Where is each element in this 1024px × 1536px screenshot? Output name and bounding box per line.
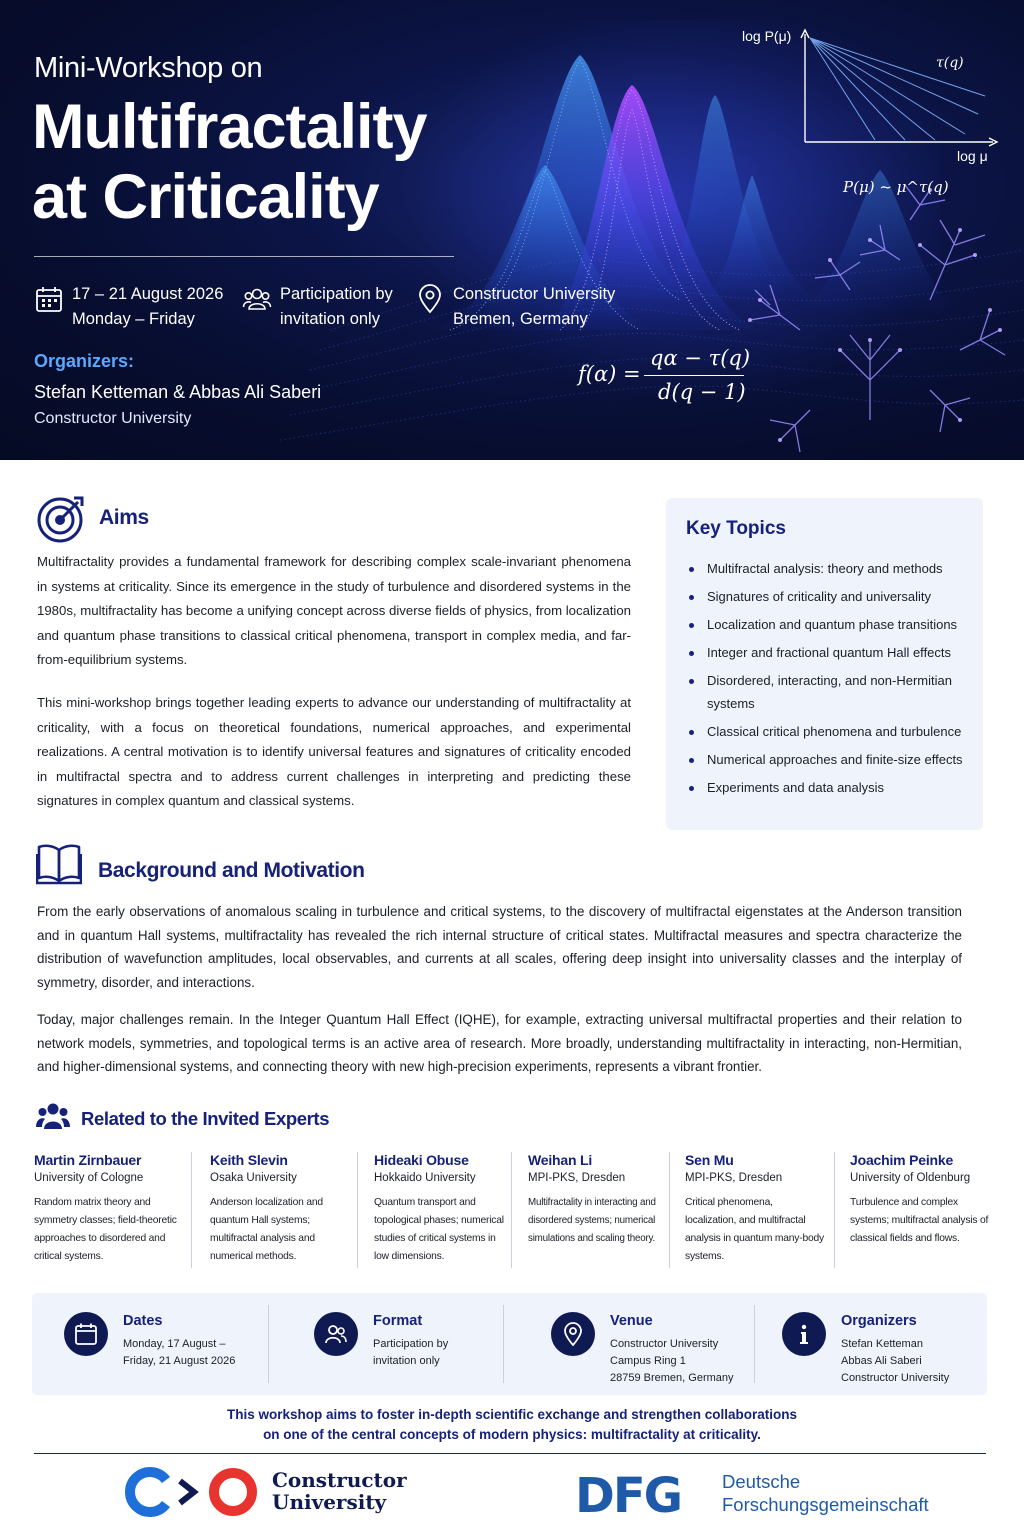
dfg-wordmark [722, 1470, 929, 1516]
background-heading: Background and Motivation [98, 859, 365, 882]
expert-affiliation: University of Oldenburg [850, 1172, 971, 1184]
key-topics-list [686, 558, 971, 805]
footer-divider [34, 1453, 986, 1454]
info-icon [792, 1322, 816, 1346]
key-topics-panel [666, 498, 983, 830]
hero-subtitle: Mini-Workshop on [34, 52, 263, 84]
expert-affiliation: MPI-PKS, Dresden [528, 1172, 626, 1184]
expert-name: Weihan Li [528, 1152, 593, 1168]
hero-divider [34, 256, 454, 257]
list-item: Classical critical phenomena and turbulence [686, 721, 971, 744]
title-line-1: Multifractality [32, 92, 427, 162]
dfg-mark: DFG [575, 1470, 682, 1516]
hero-banner [0, 0, 1024, 460]
expert-affiliation: Osaka University [210, 1172, 297, 1184]
expert-card [374, 1152, 508, 1270]
info-line: Constructor University [610, 1338, 719, 1350]
plot-series-label: τ(q) [936, 55, 964, 71]
list-item: Numerical approaches and finite-size effects [686, 749, 971, 772]
logo-text-line: Constructor [272, 1468, 407, 1492]
background-paragraph-1: From the early observations of anomalous scaling in turbulence and critical systems, to the discovery of multifractal eigenstates at the Anderson transition and in quantum Hall systems, multifractality has revealed the rich internal structure of critical states. Multifractal measures and spectra characterize the distribution of wavefunction amplitudes, local observables, and currents at all scales, offering deep insight into universality classes and the interplay of symmetry, disorder, and interactions. [37, 904, 962, 990]
logo-text-line: Deutsche [722, 1471, 801, 1492]
organizers-names: Stefan Ketteman & Abbas Ali Saberi [34, 382, 322, 402]
people-icon-badge [314, 1312, 358, 1356]
expert-divider [357, 1152, 358, 1268]
expert-description: Critical phenomena, localization, and multifractal analysis in quantum many-body systems. [685, 1197, 825, 1262]
expert-description: Quantum transport and topological phases; numerical studies of critical systems in low dimensions. [374, 1197, 504, 1262]
expert-divider [511, 1152, 512, 1268]
expert-name: Martin Zirnbauer [34, 1152, 142, 1168]
list-item: Localization and quantum phase transitions [686, 614, 971, 637]
people-icon [324, 1322, 348, 1346]
expert-affiliation: Hokkaido University [374, 1172, 476, 1184]
expert-divider [191, 1152, 192, 1268]
info-organizers-text [841, 1336, 949, 1387]
formula-numerator: qα − τ(q) [650, 346, 751, 370]
expert-description: Anderson localization and quantum Hall systems; multifractal analysis and numerical methods. [210, 1197, 323, 1262]
info-dates-title: Dates [123, 1313, 163, 1329]
book-icon [36, 842, 82, 886]
info-divider [754, 1305, 755, 1383]
info-icon-badge [782, 1312, 826, 1356]
expert-name: Sen Mu [685, 1152, 734, 1168]
info-organizers [782, 1293, 977, 1395]
expert-card [34, 1152, 184, 1270]
formula-denominator: d(q − 1) [658, 380, 746, 404]
plot-y-axis-label: log P(μ) [742, 28, 792, 44]
aims-paragraph-1: Multifractality provides a fundamental framework for describing complex scale-invariant phenomena in systems at criticality. Since its emergence in the study of turbulence and disordered systems in the 1980s, multifractality has become a unifying concept across diverse fields of physics, from localization and quantum phase transitions to classical critical phenomena, transport in complex media, and far-from-equilibrium systems. [37, 554, 631, 667]
list-item: Signatures of criticality and universality [686, 586, 971, 609]
expert-name: Joachim Peinke [850, 1152, 954, 1168]
info-bar [32, 1293, 987, 1395]
hero-participation-line-1: Participation by [280, 285, 393, 303]
info-organizers-title: Organizers [841, 1313, 917, 1329]
hero-date-range: 17 – 21 August 2026 [72, 285, 224, 303]
info-format-text [373, 1336, 448, 1370]
key-topics-heading: Key Topics [686, 518, 786, 539]
info-dates [64, 1293, 274, 1395]
info-line: invitation only [373, 1355, 440, 1367]
location-pin-icon [415, 284, 445, 314]
expert-card [528, 1152, 663, 1270]
target-icon [36, 494, 86, 544]
scaling-law: P(μ) ~ μ^τ(q) [843, 178, 949, 196]
expert-card [210, 1152, 335, 1270]
info-line: Friday, 21 August 2026 [123, 1355, 236, 1367]
formula-lhs: f(α) = [578, 362, 641, 386]
formula-fraction-bar [644, 375, 744, 376]
location-pin-icon-badge [551, 1312, 595, 1356]
info-line: 28759 Bremen, Germany [610, 1372, 734, 1384]
info-format [314, 1293, 514, 1395]
list-item: Multifractal analysis: theory and methods [686, 558, 971, 581]
expert-name: Keith Slevin [210, 1152, 288, 1168]
calendar-icon [74, 1322, 98, 1346]
logo-text-line: University [272, 1490, 387, 1514]
info-format-title: Format [373, 1313, 423, 1329]
list-item: Integer and fractional quantum Hall effects [686, 642, 971, 665]
expert-divider [834, 1152, 835, 1268]
expert-description: Turbulence and complex systems; multifractal analysis of classical fields and flows. [850, 1197, 989, 1244]
expert-card [685, 1152, 825, 1270]
dfg-logo [575, 1470, 707, 1516]
title-line-2: at Criticality [32, 162, 379, 232]
tagline-line-2: on one of the central concepts of modern physics: multifractality at criticality. [263, 1427, 761, 1442]
expert-affiliation: MPI-PKS, Dresden [685, 1172, 783, 1184]
logo-text-line: Forschungsgemeinschaft [722, 1494, 929, 1515]
people-icon [242, 284, 272, 314]
info-line: Stefan Ketteman [841, 1338, 923, 1350]
expert-description: Multifractality in interacting and disordered systems; numerical simulations and scaling theory. [528, 1197, 656, 1244]
list-item: Experiments and data analysis [686, 777, 971, 800]
expert-name: Hideaki Obuse [374, 1152, 469, 1168]
hero-participation-line-2: invitation only [280, 310, 380, 328]
info-divider [268, 1305, 269, 1383]
info-line: Abbas Ali Saberi [841, 1355, 922, 1367]
info-venue-text [610, 1336, 734, 1387]
hero-venue-line-1: Constructor University [453, 285, 616, 303]
aims-heading: Aims [99, 506, 149, 529]
people-icon [36, 1102, 70, 1130]
calendar-icon [34, 284, 64, 314]
organizers-label: Organizers: [34, 351, 135, 371]
info-line: Constructor University [841, 1372, 950, 1384]
info-line: Participation by [373, 1338, 449, 1350]
tagline-line-1: This workshop aims to foster in-depth scientific exchange and strengthen collaborations [226, 1407, 798, 1422]
expert-affiliation: University of Cologne [34, 1172, 144, 1184]
expert-divider [669, 1152, 670, 1268]
info-venue [551, 1293, 751, 1395]
constructor-university-wordmark [272, 1469, 407, 1513]
background-paragraph-2: Today, major challenges remain. In the Integer Quantum Hall Effect (IQHE), for example, extracting universal multifractal properties and their relation to network models, symmetries, and topological terms is an active area of research. More broadly, understanding multifractality in interacting, non-Hermitian, and higher-dimensional systems, and connecting theory with new high-precision experiments, represents a vibrant frontier. [37, 1012, 962, 1074]
info-divider [503, 1305, 504, 1383]
info-venue-title: Venue [610, 1313, 653, 1329]
aims-paragraph-2: This mini-workshop brings together leading experts to advance our understanding of multifractality at criticality, with a focus on theoretical foundations, numerical approaches, and experimental realizations. A central motivation is to identify universal features and signatures of criticality encoded in multifractal spectra and to address current challenges in interpreting and predicting these signatures in complex quantum and classical systems. [37, 695, 631, 808]
organizers-institution: Constructor University [34, 410, 192, 427]
plot-x-axis-label: log μ [957, 148, 988, 164]
expert-description: Random matrix theory and symmetry classes; field-theoretic approaches to disordered and critical systems. [34, 1197, 177, 1262]
hero-date-days: Monday – Friday [72, 310, 195, 328]
constructor-university-logo [122, 1466, 262, 1518]
experts-heading: Related to the Invited Experts [81, 1108, 330, 1129]
list-item: Disordered, interacting, and non-Hermitian systems [686, 670, 971, 715]
info-line: Monday, 17 August – [123, 1338, 226, 1350]
hero-venue-line-2: Bremen, Germany [453, 310, 588, 328]
info-line: Campus Ring 1 [610, 1355, 686, 1367]
experts-list [34, 1152, 989, 1270]
page-title [32, 92, 552, 232]
tagline [0, 1405, 1024, 1445]
info-dates-text [123, 1336, 235, 1370]
calendar-icon-badge [64, 1312, 108, 1356]
location-pin-icon [561, 1322, 585, 1346]
expert-card [850, 1152, 990, 1270]
